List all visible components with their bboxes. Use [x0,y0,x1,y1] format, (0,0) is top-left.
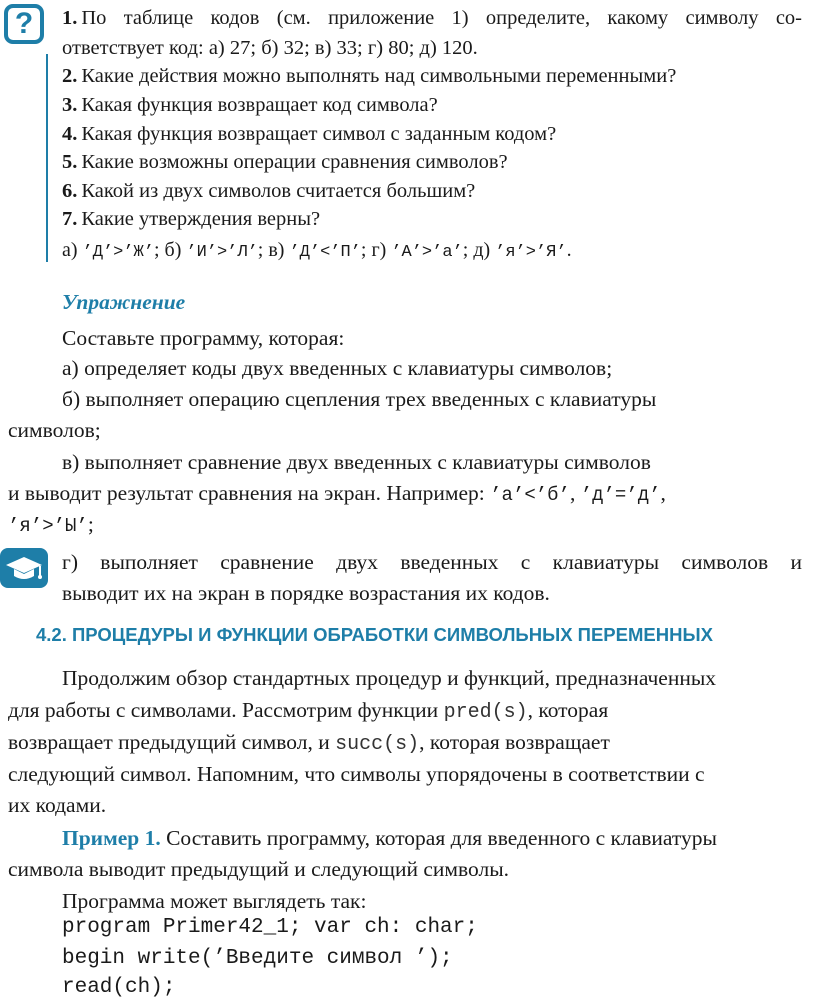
question-mark-icon: ? [4,4,44,44]
exercise-intro: Составьте программу, которая: [62,326,345,350]
question-7: 7. Какие утверждения верны? [62,208,321,230]
exercise-item-a: а) определяет коды двух введенных с клавиатуры символов; [62,356,613,380]
code-line-1: program Primer42_1; var ch: char; [62,916,478,939]
body-paragraph-line-3: возвращает предыдущий символ, и succ(s), которая возвращает [8,730,610,756]
graduation-cap-icon-svg [0,548,48,588]
exercise-item-v-line-1: в) выполняет сравнение двух введенных с клавиатуры символов [62,450,651,474]
exercise-item-b-line-2: символов; [8,418,101,442]
code-line-3: read(ch); [62,976,176,999]
example-line-2: символа выводит предыдущий и следующий символы. [8,857,510,881]
exercise-item-g-line-1: г) выполняет сравнение двух введенных с клавиатуры символов и [62,550,802,574]
question-1-line-1: 1. По таблице кодов (см. приложение 1) определите, какому символу со- [62,7,802,29]
exercise-item-g-line-2: выводит их на экран в порядке возрастания их кодов. [62,581,550,605]
question-5: 5. Какие возможны операции сравнения символов? [62,151,508,173]
graduation-cap-icon [0,548,48,588]
section-title: 4.2. ПРОЦЕДУРЫ И ФУНКЦИИ ОБРАБОТКИ СИМВОЛЬНЫХ ПЕРЕМЕННЫХ [36,624,713,645]
body-paragraph-line-4: следующий символ. Напомним, что символы упорядочены в соответствии с [8,762,705,786]
question-2: 2. Какие действия можно выполнять над символьными переменными? [62,65,677,87]
example-label: Пример 1. [62,826,161,850]
questions-divider [46,54,48,262]
example-line-1: Пример 1. Составить программу, которая для введенного с клавиатуры [62,826,717,850]
exercise-item-v-line-3: ’я’>’Ы’; [8,512,94,537]
question-7-options: а) ’Д’>’Ж’; б) ’И’>’Л’; в) ’Д’<’П’; г) ’А’>’а’; д) ’я’>’Я’. [62,239,572,262]
question-1-line-2: ответствует код: а) 27; б) 32; в) 33; г) 80; д) 120. [62,37,478,59]
exercise-item-v-line-2: и выводит результат сравнения на экран. Например: ’а’<’б’, ’д’=’д’, [8,481,666,506]
program-intro: Программа может выглядеть так: [62,889,367,913]
question-6: 6. Какой из двух символов считается большим? [62,180,476,202]
exercise-item-b-line-1: б) выполняет операцию сцепления трех введенных с клавиатуры [62,387,657,411]
question-3: 3. Какая функция возвращает код символа? [62,94,438,116]
body-paragraph-line-1: Продолжим обзор стандартных процедур и функций, предназначенных [62,666,717,690]
code-line-2: begin write(’Введите символ ’); [62,947,453,970]
body-paragraph-line-5: их кодами. [8,793,107,817]
question-4: 4. Какая функция возвращает символ с заданным кодом? [62,123,557,145]
body-paragraph-line-2: для работы с символами. Рассмотрим функции pred(s), которая [8,698,609,724]
exercise-title: Упражнение [62,290,186,314]
